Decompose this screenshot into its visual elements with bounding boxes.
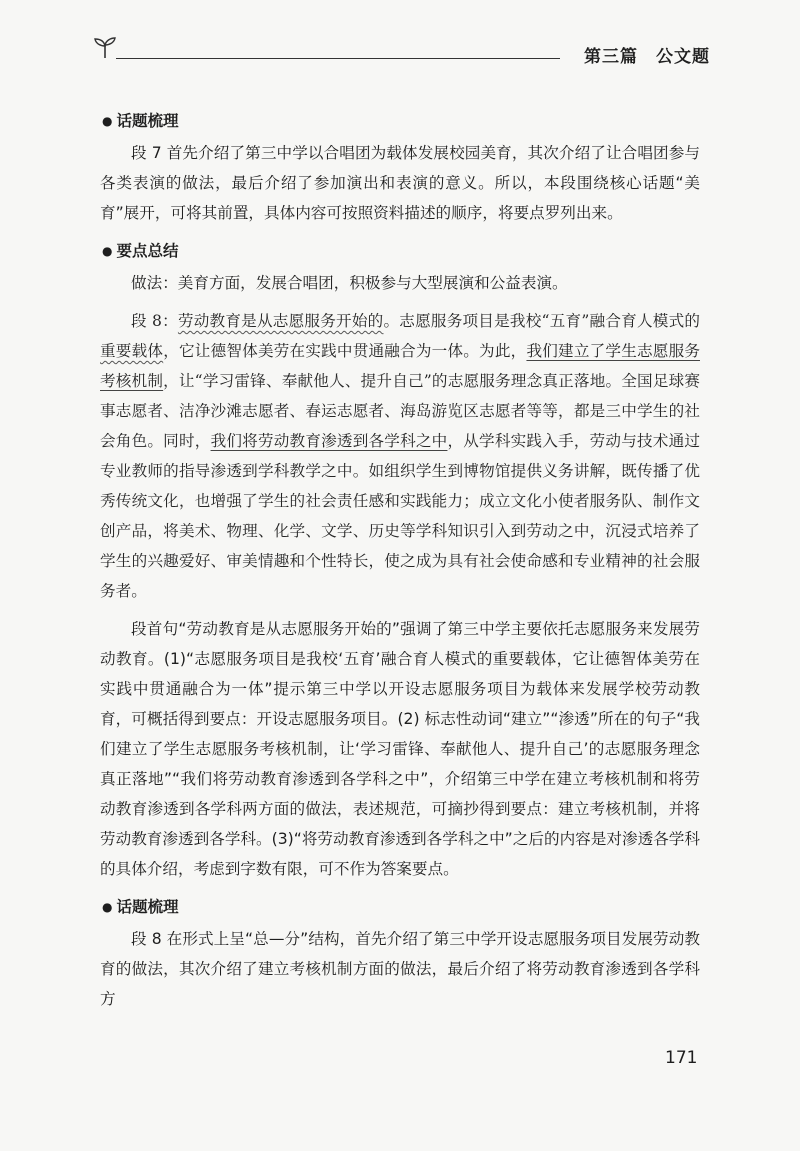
paragraph: 段首句“劳动教育是从志愿服务开始的”强调了第三中学主要依托志愿服务来发展劳动教育。(1)“志愿服务项目是我校‘五育’融合育人模式的重要载体，它让德智体美劳在实践中贯通融合为一体”提示第三中学以开设志愿服务项目为载体来发展学校劳动教育，可概括得到要点：开设志愿服务项目。(2) 标志性动词“建立”“渗透”所在的句子“我们建立了学生志愿服务考核机制，让‘学习雷锋、奉献他人、提升自己’的志愿服务理念真正落地”“我们将劳动教育渗透到各学科之中”，介绍第三中学在建立考核机制和将劳动教育渗透到各学科两方面的做法，表述规范，可摘抄得到要点：建立考核机制，并将劳动教育渗透到各学科。(3)“将劳动教育渗透到各学科之中”之后的内容是对渗透各学科的具体介绍，考虑到字数有限，可不作为答案要点。 [100, 620, 700, 878]
quoted-source-paragraph: 段 8：劳动教育是从志愿服务开始的。志愿服务项目是我校“五育”融合育人模式的重要载体，它让德智体美劳在实践中贯通融合为一体。为此，我们建立了学生志愿服务考核机制，让“学习雷锋、奉献他人、提升自己”的志愿服务理念真正落地。全国足球赛事志愿者、洁净沙滩志愿者、春运志愿者、海岛游览区志愿者等等，都是三中学生的社会角色。同时，我们将劳动教育渗透到各学科之中，从学科实践入手，劳动与技术通过专业教师的指导渗透到学科教学之中。如组织学生到博物馆提供义务讲解，既传播了优秀传统文化，也增强了学生的社会责任感和实践能力；成立文化小使者服务队、制作文创产品，将美术、物理、化学、文学、历史等学科知识引入到劳动之中，沉浸式培养了学生的兴趣爱好、审美情趣和个性特长，使之成为具有社会使命感和专业精神的社会服务者。 [100, 312, 700, 600]
page-header [92, 30, 710, 66]
section-heading: ● 话题梳理 [102, 112, 179, 130]
underlined-phrase: 我们将劳动教育渗透到各学科之中 [210, 432, 448, 450]
paragraph: 段 7 首先介绍了第三中学以合唱团为载体发展校园美育，其次介绍了让合唱团参与各类表演的做法，最后介绍了参加演出和表演的意义。所以，本段围绕核心话题“美育”展开，可将其前置，具体内容可按照资料描述的顺序，将要点罗列出来。 [100, 144, 700, 222]
page-content [100, 104, 700, 1014]
paragraph: 段 8 在形式上呈“总—分”结构，首先介绍了第三中学开设志愿服务项目发展劳动教育的做法，其次介绍了建立考核机制方面的做法，最后介绍了将劳动教育渗透到各学科方 [100, 930, 700, 1008]
bullet-icon: ● [102, 244, 113, 258]
header-part: 第三篇 [584, 47, 638, 67]
underlined-phrase: 重要载体 [100, 342, 164, 360]
sprout-icon [92, 34, 118, 60]
header-section: 公文题 [656, 47, 710, 67]
bullet-icon: ● [102, 900, 113, 914]
underlined-phrase: 劳动教育是从志愿服务开始的 [177, 312, 384, 330]
paragraph: 做法：美育方面，发展合唱团，积极参与大型展演和公益表演。 [131, 274, 568, 292]
header-title [584, 42, 710, 67]
header-rule [116, 58, 560, 59]
bullet-icon: ● [102, 114, 113, 128]
underlined-phrase: 我们建立了学生志愿服务考核机制 [100, 342, 700, 390]
section-heading: ● 要点总结 [102, 242, 179, 260]
page-number: 171 [665, 1048, 698, 1068]
section-heading: ● 话题梳理 [102, 898, 179, 916]
